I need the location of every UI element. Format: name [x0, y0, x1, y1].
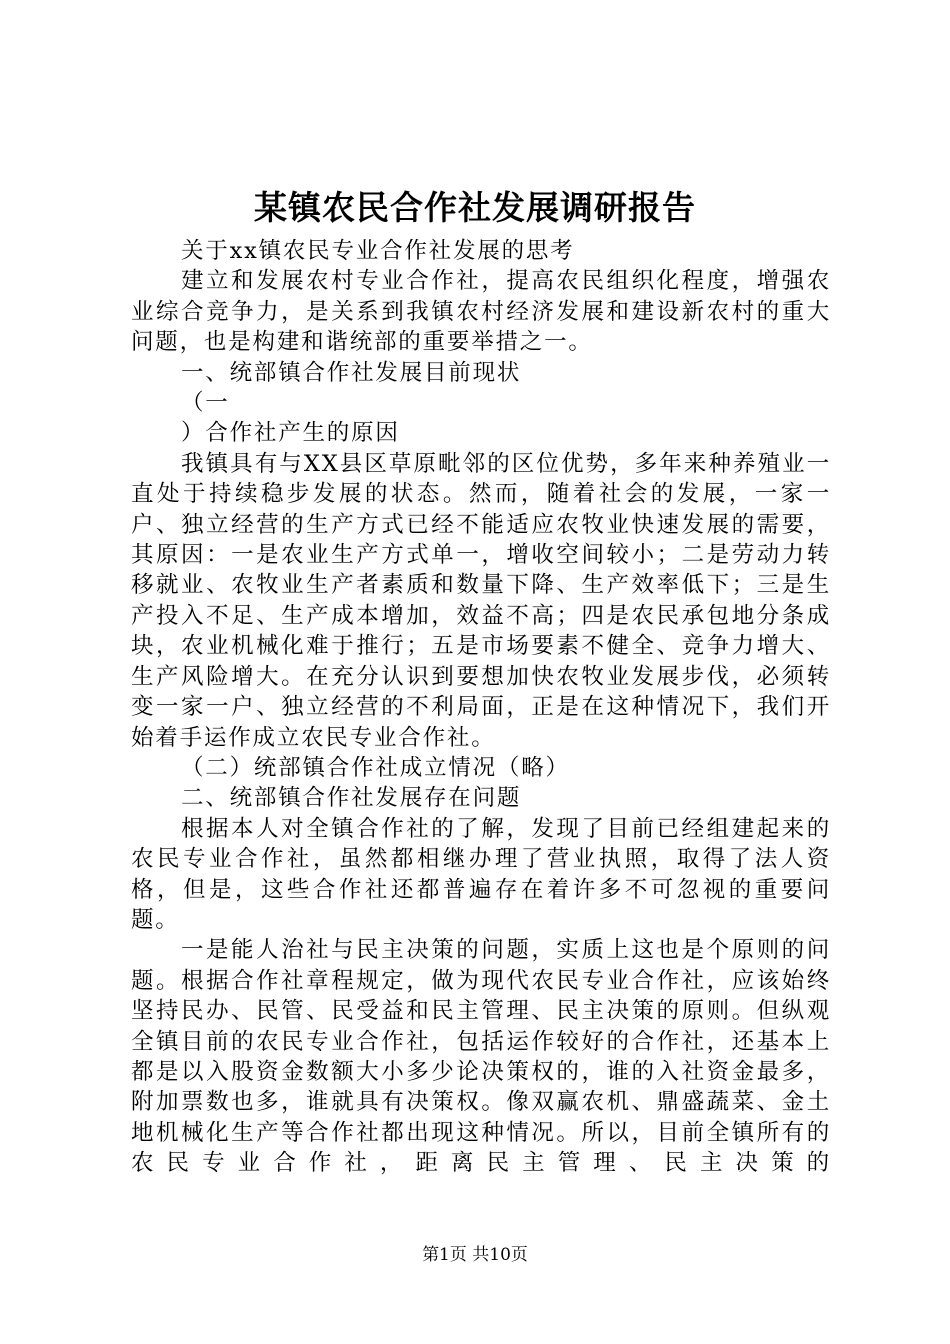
paragraph-reasons: 我镇具有与XX县区草原毗邻的区位优势，多年来种养殖业一直处于持续稳步发展的状态。然而，随着社会的发展，一家一户、独立经营的生产方式已经不能适应农牧业快速发展的需要，其原因：一是农业生产方式单一，增收空间较小；二是劳动力转移就业、农牧业生产者素质和数量下降、生产效率低下；三是生产投入不足、生产成本增加，效益不高；四是农民承包地分条成块，农业机械化难于推行；五是市场要素不健全、竞争力增大、生产风险增大。在充分认识到要想加快农牧业发展步伐，必须转变一家一户、独立经营的不利局面，正是在这种情况下，我们开始着手运作成立农民专业合作社。	[131, 450, 831, 751]
subsection-heading-1: ）合作社产生的原因	[181, 420, 400, 447]
page-footer: 第1页 共10页	[422, 1245, 528, 1265]
paragraph-decision-making: 一是能人治社与民主决策的问题，实质上这也是个原则的问题。根据合作社章程规定，做为现代农民专业合作社，应该始终坚持民办、民管、民受益和民主管理、民主决策的原则。但纵观全镇目前的农民专业合作社，包括运作较好的合作社，还基本上都是以入股资金数额大小多少论决策权的，谁的入社资金最多，附加票数也多，谁就具有决策权。像双赢农机、鼎盛蔬菜、金土地机械化生产等合作社都出现这种情况。所以，目前全镇所有的农民专业合作社，距离民主管理、民主决策的	[131, 937, 831, 1177]
subsection-heading-2: （二）统部镇合作社成立情况（略）	[181, 754, 570, 781]
subsection-marker-1: （一	[181, 390, 230, 417]
document-body	[131, 236, 831, 1179]
paragraph-subtitle: 关于xx镇农民专业合作社发展的思考	[181, 238, 575, 264]
section-heading-1: 一、统部镇合作社发展目前现状	[181, 359, 522, 386]
document-title: 某镇农民合作社发展调研报告	[254, 188, 696, 227]
paragraph-intro: 建立和发展农村专业合作社，提高农民组织化程度，增强农业综合竞争力，是关系到我镇农村经济发展和建设新农村的重大问题，也是构建和谐统部的重要举措之一。	[131, 268, 831, 356]
paragraph-problems: 根据本人对全镇合作社的了解，发现了目前已经组建起来的农民专业合作社，虽然都相继办理了营业执照，取得了法人资格，但是，这些合作社还都普遍存在着许多不可忽视的重要问题。	[131, 815, 831, 933]
section-heading-2: 二、统部镇合作社发展存在问题	[181, 785, 522, 812]
